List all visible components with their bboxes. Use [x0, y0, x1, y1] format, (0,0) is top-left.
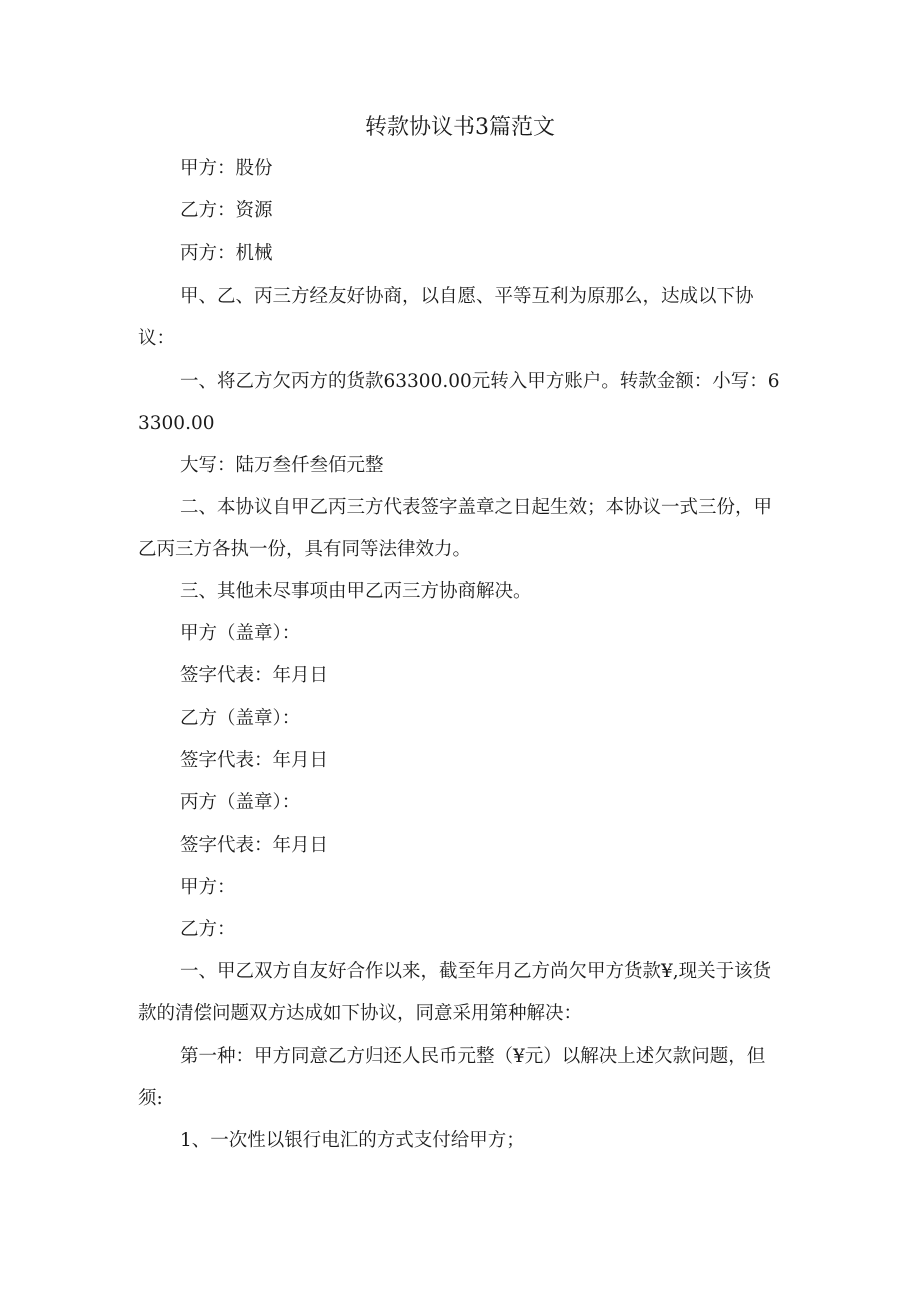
party-b-seal: 乙方（盖章）：	[180, 708, 301, 729]
party-c-line: 丙方：机械	[180, 243, 273, 264]
amount-in-words: 大写：陆万叁仟叁佰元整	[180, 455, 384, 476]
second-party-a-line: 甲方：	[180, 877, 236, 898]
option-one: 第一种：甲方同意乙方归还人民币元整（¥元）以解决上述欠款问题，但须:	[138, 1046, 766, 1109]
party-a-signature: 签字代表：年月日	[180, 665, 329, 686]
agreement-intro: 甲、乙、丙三方经友好协商，以自愿、平等互利为原那么，达成以下协议：	[138, 286, 754, 349]
clause-three: 三、其他未尽事项由甲乙丙三方协商解决。	[180, 581, 532, 602]
party-a-line: 甲方：股份	[180, 158, 273, 179]
second-party-b-line: 乙方：	[180, 919, 236, 940]
party-c-signature: 签字代表：年月日	[180, 835, 329, 856]
party-c-seal: 丙方（盖章）：	[180, 792, 301, 813]
party-a-seal: 甲方（盖章）：	[180, 623, 301, 644]
payment-term-one: 1、一次性以银行电汇的方式支付给甲方；	[180, 1130, 525, 1151]
second-clause-one: 一、甲乙双方自友好合作以来，截至年月乙方尚欠甲方货款¥,现关于该货款的清偿问题双方达成如下协议，同意采用第种解决：	[138, 961, 772, 1024]
clause-two: 二、本协议自甲乙丙三方代表签字盖章之日起生效；本协议一式三份，甲乙丙三方各执一份，具有同等法律效力。	[138, 497, 773, 560]
party-b-signature: 签字代表：年月日	[180, 750, 329, 771]
clause-one: 一、将乙方欠丙方的货款63300.00元转入甲方账户。转款金额：小写：63300.00	[138, 371, 780, 434]
party-b-line: 乙方：资源	[180, 200, 273, 221]
document-title: 转款协议书3篇范文	[365, 115, 555, 140]
